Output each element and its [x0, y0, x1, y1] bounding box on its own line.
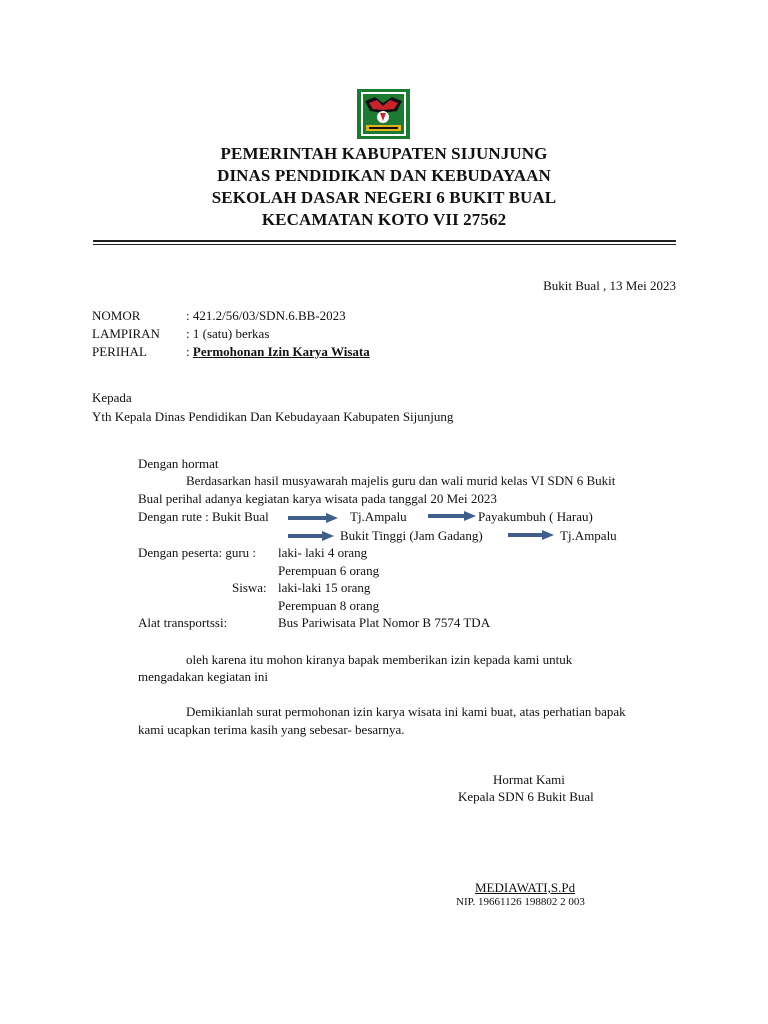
para2-line2: mengadakan kegiatan ini — [138, 669, 268, 684]
perihal-colon: : — [186, 344, 193, 359]
signatory-name: MEDIAWATI,S.Pd — [475, 880, 576, 895]
para2-line1: oleh karena itu mohon kiranya bapak memberikan izin kepada kami untuk — [186, 652, 573, 667]
perihal-value: Permohonan Izin Karya Wisata — [192, 344, 370, 359]
header-divider-thick — [93, 240, 676, 242]
route-stop-2: Payakumbuh ( Harau) — [478, 509, 593, 524]
guru-male: laki- laki 4 orang — [278, 545, 368, 560]
perihal-label: PERIHAL — [92, 344, 147, 359]
siswa-female: Perempuan 8 orang — [278, 598, 380, 613]
header-line-4: KECAMATAN KOTO VII 27562 — [261, 210, 507, 229]
route-stop-4: Tj.Ampalu — [560, 528, 617, 543]
route-stop-1: Tj.Ampalu — [350, 509, 407, 524]
nomor-label: NOMOR — [92, 308, 141, 323]
header-line-2: DINAS PENDIDIKAN DAN KEBUDAYAAN — [217, 166, 551, 185]
siswa-label: Siswa: — [232, 580, 267, 595]
lampiran-value: : 1 (satu) berkas — [186, 326, 270, 341]
closing-hormat: Hormat Kami — [493, 772, 565, 787]
transport-label: Alat transportssi: — [138, 615, 228, 630]
signatory-nip: NIP. 19661126 198802 2 003 — [456, 896, 585, 908]
recipient-kepada: Kepada — [92, 390, 132, 405]
regency-crest-logo — [357, 89, 410, 139]
para3-line2: kami ucapkan terima kasih yang sebesar- besarnya. — [138, 722, 405, 737]
para3-line1: Demikianlah surat permohonan izin karya wisata ini kami buat, atas perhatian bapak — [186, 704, 626, 719]
header-line-1: PEMERINTAH KABUPATEN SIJUNJUNG — [220, 144, 548, 163]
route-arrow-3 — [288, 531, 334, 541]
siswa-male: laki-laki 15 orang — [278, 580, 371, 595]
route-arrow-2 — [428, 511, 476, 521]
transport-value: Bus Pariwisata Plat Nomor B 7574 TDA — [278, 615, 491, 630]
route-stop-3: Bukit Tinggi (Jam Gadang) — [340, 528, 483, 543]
route-label: Dengan rute : Bukit Bual — [138, 509, 269, 524]
participants-label: Dengan peserta: guru : — [138, 545, 257, 560]
para1-line1: Berdasarkan hasil musyawarah majelis guru dan wali murid kelas VI SDN 6 Bukit — [186, 473, 616, 488]
greeting: Dengan hormat — [138, 456, 219, 471]
para1-line2: Bual perihal adanya kegiatan karya wisata pada tanggal 20 Mei 2023 — [138, 491, 497, 506]
closing-position: Kepala SDN 6 Bukit Bual — [458, 789, 594, 804]
recipient-yth: Yth Kepala Dinas Pendidikan Dan Kebudayaan Kabupaten Sijunjung — [92, 409, 454, 424]
route-arrow-4 — [508, 530, 554, 540]
letter-date: Bukit Bual , 13 Mei 2023 — [543, 278, 676, 293]
lampiran-label: LAMPIRAN — [92, 326, 160, 341]
header-line-3: SEKOLAH DASAR NEGERI 6 BUKIT BUAL — [211, 188, 557, 207]
header-divider-thin — [93, 244, 676, 245]
guru-female: Perempuan 6 orang — [278, 563, 380, 578]
perihal-row — [186, 344, 370, 360]
nomor-value: : 421.2/56/03/SDN.6.BB-2023 — [186, 308, 346, 323]
route-arrow-1 — [288, 513, 338, 523]
